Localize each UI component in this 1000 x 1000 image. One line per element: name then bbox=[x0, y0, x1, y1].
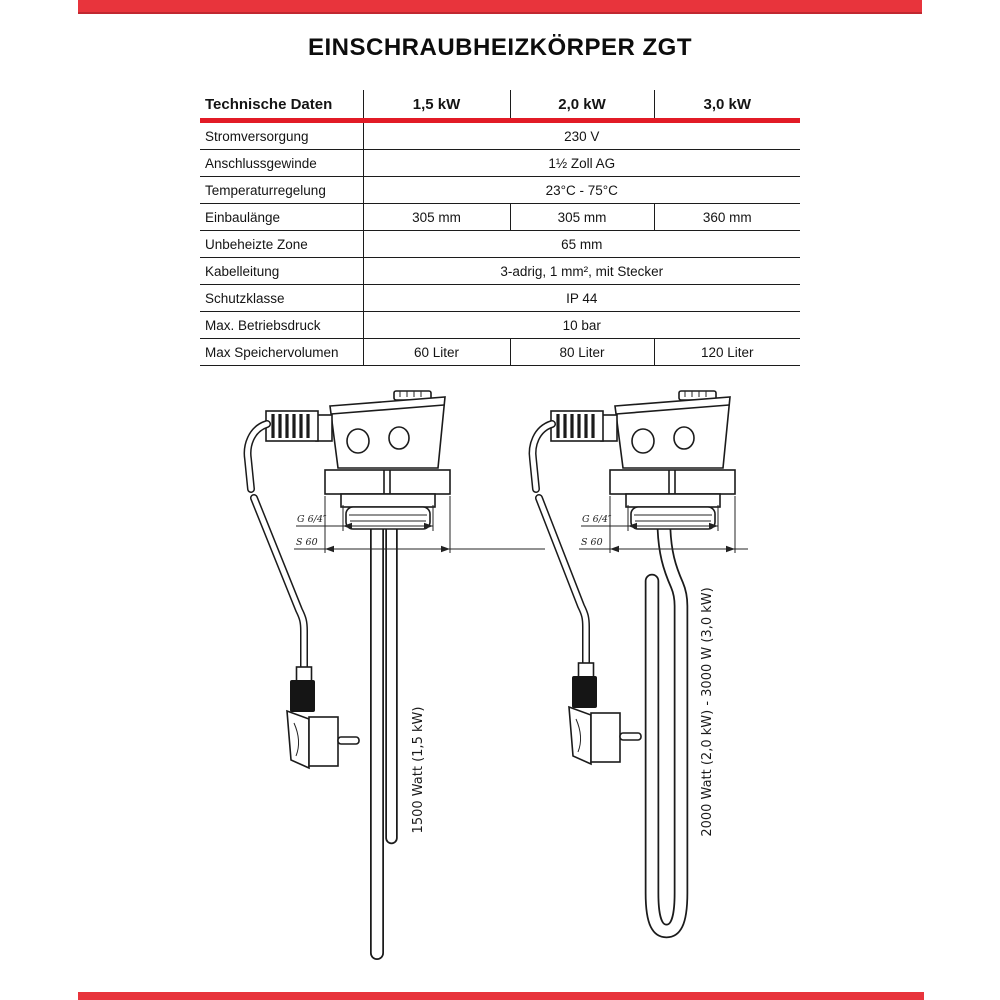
row-value: 60 Liter bbox=[363, 339, 510, 366]
wrench-dimension-label: S 60 bbox=[581, 537, 603, 548]
power-plug bbox=[287, 667, 359, 768]
table-row bbox=[200, 339, 800, 366]
row-value: 230 V bbox=[363, 121, 800, 150]
left-heater-diagram bbox=[248, 391, 545, 953]
row-value: 305 mm bbox=[510, 204, 654, 231]
wattage-label-right: 2000 Watt (2,0 kW) - 3000 W (3,0 kW) bbox=[700, 587, 715, 837]
technical-data-table bbox=[200, 90, 800, 366]
row-value: 120 Liter bbox=[654, 339, 800, 366]
plug-pin bbox=[338, 737, 359, 744]
thread-dimension-label: G 6/4″ bbox=[297, 514, 327, 525]
header-col-3: 3,0 kW bbox=[654, 90, 800, 121]
right-heater-diagram bbox=[533, 391, 748, 931]
wrench-dimension-label: S 60 bbox=[296, 537, 318, 548]
power-cable bbox=[533, 424, 586, 666]
row-value: 360 mm bbox=[654, 204, 800, 231]
drawings-svg bbox=[230, 385, 770, 985]
row-value: 23°C - 75°C bbox=[363, 177, 800, 204]
row-label: Kabelleitung bbox=[200, 258, 363, 285]
row-label: Stromversorgung bbox=[200, 121, 363, 150]
row-label: Anschlussgewinde bbox=[200, 150, 363, 177]
table-row bbox=[200, 258, 800, 285]
heating-rod-straight bbox=[377, 529, 392, 953]
row-label: Unbeheizte Zone bbox=[200, 231, 363, 258]
table-row bbox=[200, 312, 800, 339]
heating-rod-hairpin bbox=[652, 529, 681, 931]
table-row bbox=[200, 231, 800, 258]
row-value: 80 Liter bbox=[510, 339, 654, 366]
thread-dimension-label: G 6/4″ bbox=[582, 514, 612, 525]
heater-head bbox=[551, 391, 735, 529]
row-label: Max Speichervolumen bbox=[200, 339, 363, 366]
row-label: Schutzklasse bbox=[200, 285, 363, 312]
power-plug bbox=[569, 663, 641, 764]
row-label: Einbaulänge bbox=[200, 204, 363, 231]
row-value: 3-adrig, 1 mm², mit Stecker bbox=[363, 258, 800, 285]
row-value: IP 44 bbox=[363, 285, 800, 312]
header-col-2: 2,0 kW bbox=[510, 90, 654, 121]
table-row bbox=[200, 204, 800, 231]
bottom-accent-bar bbox=[78, 992, 924, 1000]
plug-pin bbox=[620, 733, 641, 740]
top-accent-bar bbox=[78, 0, 922, 14]
header-label: Technische Daten bbox=[200, 90, 363, 121]
row-value: 65 mm bbox=[363, 231, 800, 258]
table-row bbox=[200, 177, 800, 204]
row-value: 305 mm bbox=[363, 204, 510, 231]
technical-drawings bbox=[230, 385, 770, 985]
table-header-row bbox=[200, 90, 800, 121]
wattage-label-left: 1500 Watt (1,5 kW) bbox=[411, 706, 426, 834]
table-row bbox=[200, 121, 800, 150]
row-value: 1½ Zoll AG bbox=[363, 150, 800, 177]
row-value: 10 bar bbox=[363, 312, 800, 339]
table-row bbox=[200, 285, 800, 312]
row-label: Temperaturregelung bbox=[200, 177, 363, 204]
header-col-1: 1,5 kW bbox=[363, 90, 510, 121]
page-title: EINSCHRAUBHEIZKÖRPER ZGT bbox=[307, 34, 692, 61]
table-row bbox=[200, 150, 800, 177]
row-label: Max. Betriebsdruck bbox=[200, 312, 363, 339]
heater-head bbox=[266, 391, 450, 529]
